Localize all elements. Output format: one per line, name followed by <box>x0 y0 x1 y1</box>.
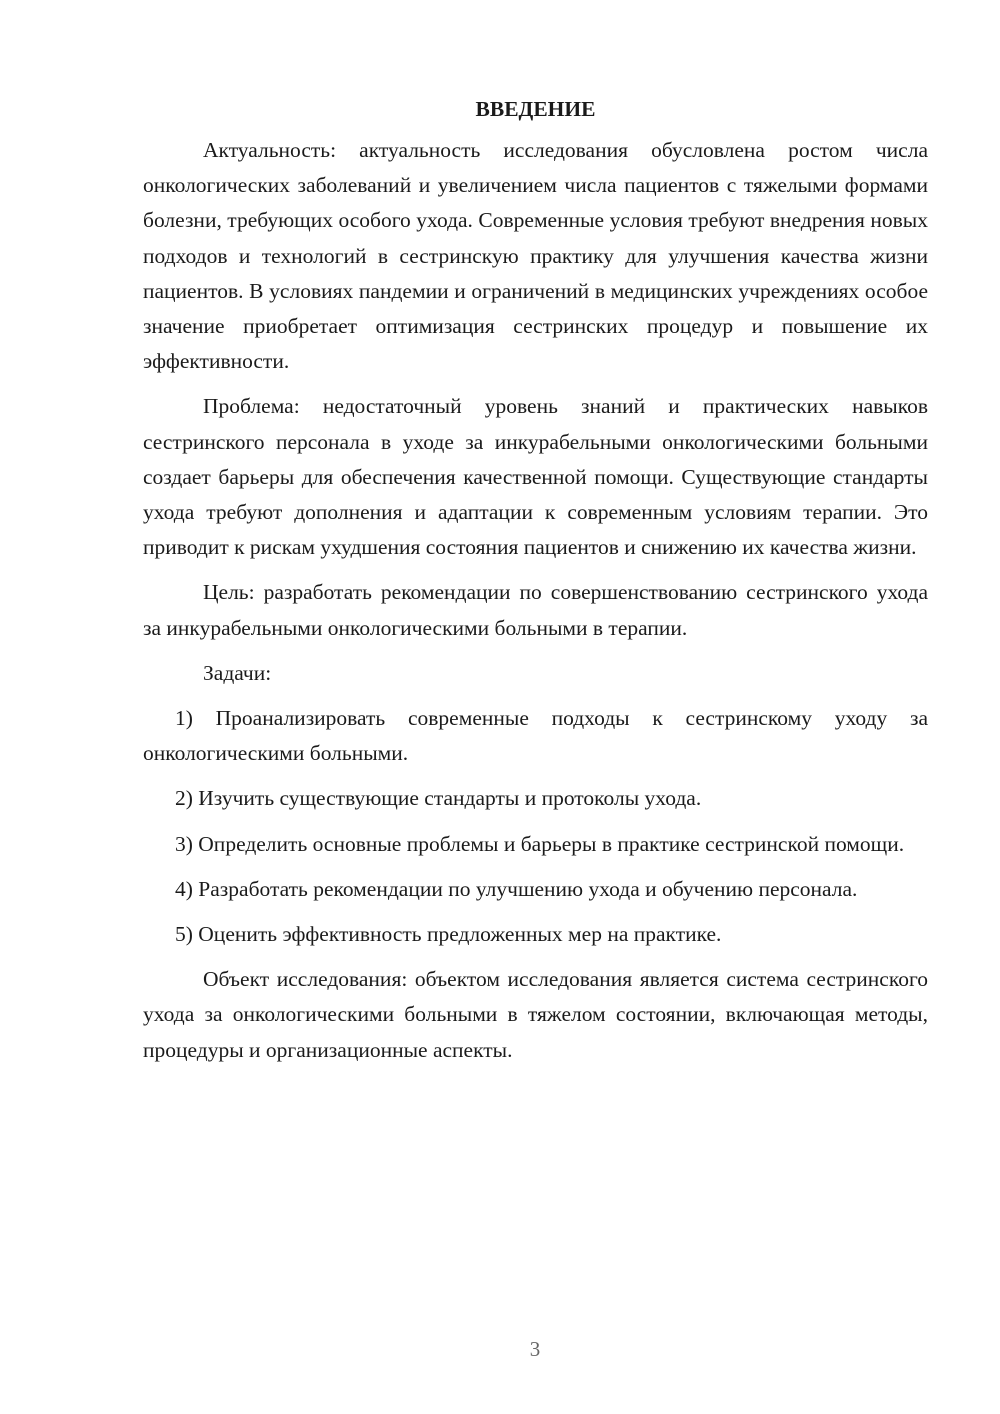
task-item-1: 1) Проанализировать современные подходы к сестринскому уходу за онкологическими больными. <box>143 706 928 766</box>
relevance-paragraph: Актуальность: актуальность исследования обусловлена ростом числа онкологических заболеваний и увеличением числа пациентов с тяжелыми формами болезни, требующих особого ухода. Современные условия требуют внедрения новых подходов и технологий в сестринскую практику для улучшения качества жизни пациентов. В условиях пандемии и ограничений в медицинских учреждениях особое значение приобретает оптимизация сестринских процедур и повышение их эффективности. <box>143 138 928 374</box>
task-item-4: 4) Разработать рекомендации по улучшению ухода и обучению персонала. <box>175 876 858 901</box>
tasks-heading: Задачи: <box>203 660 272 685</box>
object-paragraph: Объект исследования: объектом исследования является система сестринского ухода за онкологическими больными в тяжелом состоянии, включающая методы, процедуры и организационные аспекты. <box>143 967 928 1062</box>
page-title: ВВЕДЕНИЕ <box>475 97 596 121</box>
problem-paragraph: Проблема: недостаточный уровень знаний и практических навыков сестринского персонала в уходе за инкурабельными онкологическими больными создает барьеры для обеспечения качественной помощи. Существующие стандарты ухода требуют дополнения и адаптации к современным условиям терапии. Это приводит к рискам ухудшения состояния пациентов и снижению их качества жизни. <box>143 394 928 560</box>
page-number: 3 <box>529 1337 541 1361</box>
task-item-5: 5) Оценить эффективность предложенных мер на практике. <box>175 922 722 947</box>
task-item-2: 2) Изучить существующие стандарты и протоколы ухода. <box>175 786 702 811</box>
goal-paragraph: Цель: разработать рекомендации по совершенствованию сестринского ухода за инкурабельными онкологическими больными в терапии. <box>143 580 928 640</box>
task-item-3: 3) Определить основные проблемы и барьеры в практике сестринской помощи. <box>175 831 905 856</box>
document-body <box>143 92 928 1068</box>
